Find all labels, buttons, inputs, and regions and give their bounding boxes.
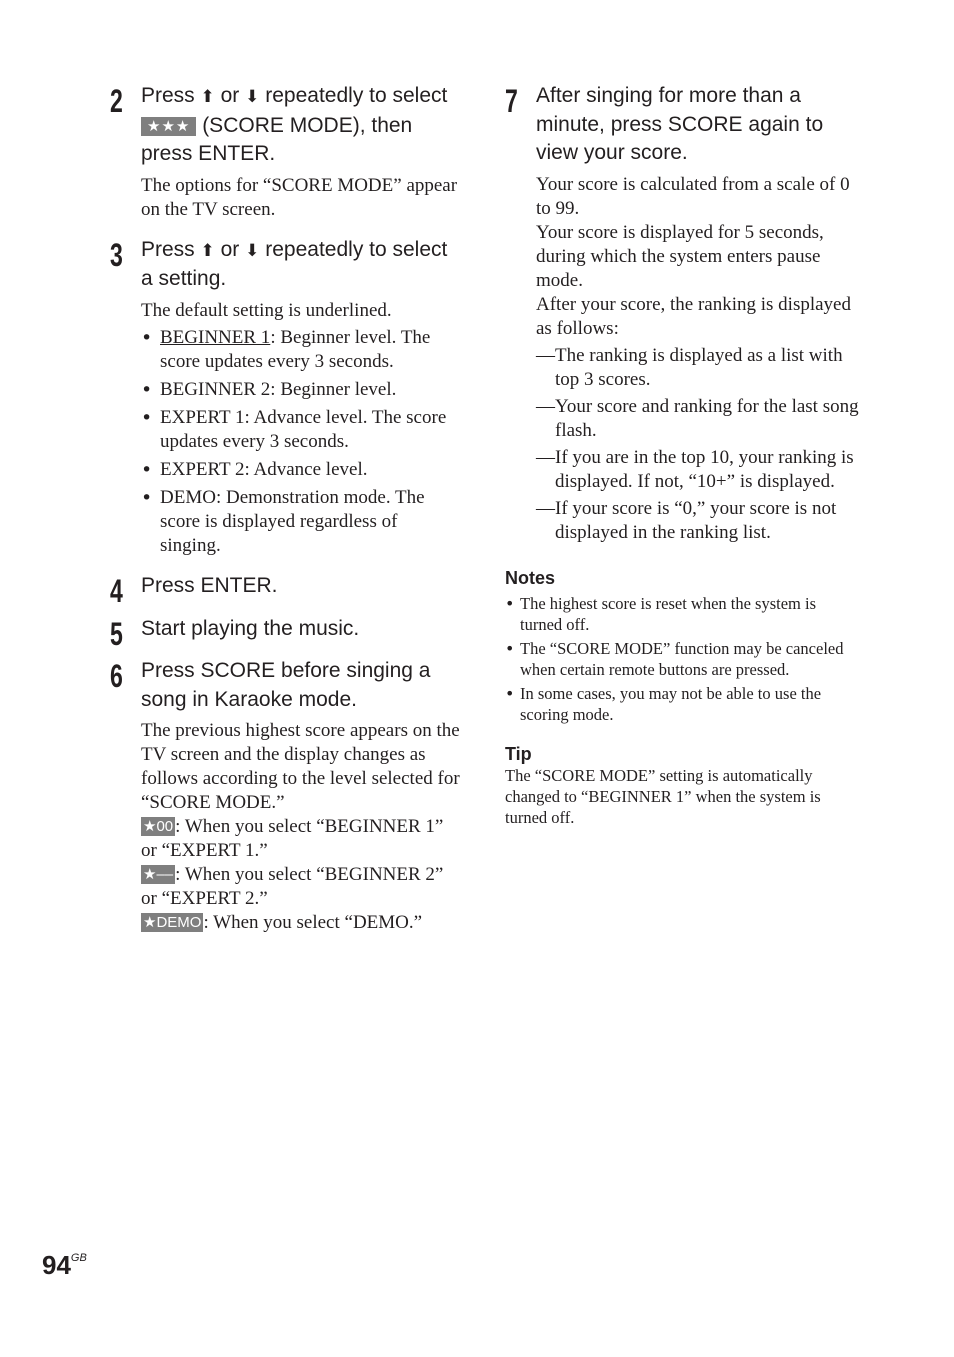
body-text: The previous highest score appears on the TV screen and the display changes as follows according to the level selected for “SCORE MODE.” xyxy=(141,720,460,814)
step-heading: Press SCORE before singing a song in Karaoke mode. xyxy=(141,659,431,711)
step-3 xyxy=(110,236,462,558)
tip-section xyxy=(505,743,859,828)
step-number: 7 xyxy=(505,83,518,119)
mode-description: : When you select “DEMO.” xyxy=(203,912,423,934)
page-number-value: 94 xyxy=(42,1250,71,1280)
notes-section xyxy=(505,567,859,725)
step-heading: Start playing the music. xyxy=(141,616,360,640)
default-setting-name: BEGINNER 1 xyxy=(160,326,271,348)
list-item: — If you are in the top 10, your ranking is displayed. If not, “10+” is displayed. xyxy=(536,446,859,494)
body-text: The default setting is underlined. xyxy=(141,299,392,321)
score-display-icon: ★–– xyxy=(143,866,174,884)
step-body xyxy=(141,174,462,222)
heading-text: or xyxy=(220,84,240,107)
step-number: 6 xyxy=(110,658,123,695)
step-number: 2 xyxy=(110,83,123,119)
body-text: Your score is calculated from a scale of 0 to 99. xyxy=(536,173,850,219)
body-text: Your score is displayed for 5 seconds, during which the system enters pause mode. xyxy=(536,221,824,291)
step-body xyxy=(141,299,462,558)
body-text: After your score, the ranking is displayed as follows: xyxy=(536,293,851,339)
page-number xyxy=(42,1250,87,1281)
list-item: • In some cases, you may not be able to use the scoring mode. xyxy=(505,683,859,725)
tip-title: Tip xyxy=(505,743,532,764)
mode-description: : When you select “BEGINNER 2” or “EXPERT 2.” xyxy=(141,864,444,910)
settings-list xyxy=(141,326,462,558)
ranking-list xyxy=(536,344,859,545)
heading-text: or xyxy=(220,237,240,261)
list-item: • EXPERT 1: Advance level. The score updates every 3 seconds. xyxy=(141,406,462,454)
list-item: • The highest score is reset when the system is turned off. xyxy=(505,593,859,635)
list-item: • The “SCORE MODE” function may be canceled when certain remote buttons are pressed. xyxy=(505,638,859,680)
step-5 xyxy=(110,615,462,652)
setting-description: : Beginner level. The score updates every 3 seconds. xyxy=(160,326,431,372)
step-heading xyxy=(141,236,462,294)
display-mode-line xyxy=(141,911,462,935)
right-column xyxy=(505,72,859,828)
left-column xyxy=(110,72,462,949)
step-heading xyxy=(141,82,462,169)
list-item: — Your score and ranking for the last song flash. xyxy=(536,395,859,443)
up-arrow-icon: ⬆ xyxy=(200,240,215,260)
step-4 xyxy=(110,572,462,609)
list-item xyxy=(141,326,462,374)
step-7 xyxy=(505,82,859,545)
step-6 xyxy=(110,657,462,935)
step-body xyxy=(141,719,462,935)
list-item: — The ranking is displayed as a list with top 3 scores. xyxy=(536,344,859,392)
step-number: 4 xyxy=(110,572,123,609)
score-mode-icon: ★★★ xyxy=(141,117,196,136)
step-number: 3 xyxy=(110,236,123,273)
step-heading: After singing for more than a minute, press SCORE again to view your score. xyxy=(536,84,824,165)
score-display-icon: ★00 xyxy=(143,818,174,836)
mode-description: : When you select “BEGINNER 1” or “EXPERT 1.” xyxy=(141,816,444,862)
heading-text: repeatedly to select a setting. xyxy=(141,237,448,291)
notes-list xyxy=(505,593,859,725)
heading-text: Press xyxy=(141,84,195,107)
down-arrow-icon: ⬇ xyxy=(245,87,260,106)
page-region-suffix: GB xyxy=(70,1252,87,1264)
body-text: The options for “SCORE MODE” appear on the TV screen. xyxy=(141,174,458,220)
list-item: — If your score is “0,” your score is not displayed in the ranking list. xyxy=(536,497,859,545)
list-item: • BEGINNER 2: Beginner level. xyxy=(141,378,462,402)
score-display-icon: ★DEMO xyxy=(143,914,202,932)
step-body xyxy=(536,173,859,545)
display-mode-line xyxy=(141,863,462,911)
step-heading: Press ENTER. xyxy=(141,573,278,597)
step-2 xyxy=(110,82,462,222)
list-item: • EXPERT 2: Advance level. xyxy=(141,458,462,482)
list-item: • DEMO: Demonstration mode. The score is displayed regardless of singing. xyxy=(141,486,462,558)
down-arrow-icon: ⬇ xyxy=(245,240,260,260)
notes-title: Notes xyxy=(505,567,556,588)
tip-text: The “SCORE MODE” setting is automatically changed to “BEGINNER 1” when the system is turned off. xyxy=(505,765,821,827)
step-number: 5 xyxy=(110,615,123,652)
display-mode-line xyxy=(141,815,462,863)
heading-text: Press xyxy=(141,237,195,261)
heading-text: repeatedly to select xyxy=(265,84,448,107)
heading-text: (SCORE MODE), then press ENTER. xyxy=(141,113,413,166)
up-arrow-icon: ⬆ xyxy=(200,87,215,106)
